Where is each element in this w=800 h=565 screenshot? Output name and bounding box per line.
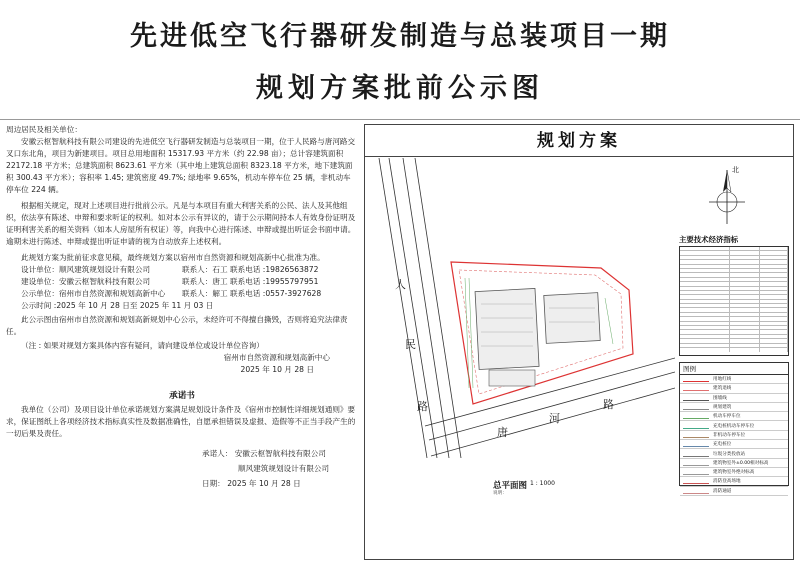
road-renmin [379,158,461,458]
road-renmin-label-2: 民 [405,339,416,351]
plan-notes [493,491,673,498]
legend-label: 建筑退线 [713,386,732,392]
road-tanghe-label-2: 河 [549,413,560,425]
page-title: 先进低空飞行器研发制造与总装项目一期 [130,21,670,52]
promise-signer-1: 承诺人： 安徽云枢智航科技有限公司 [202,449,326,458]
promise-signature [6,448,358,490]
legend-item [680,384,788,393]
design-unit: 设计单位：顺风建筑规划设计有限公司 [21,265,151,274]
contact-row-builder [6,276,358,288]
title-area [0,0,800,120]
promise-body: 我单位（公司）及项目设计单位承诺规划方案满足规划设计条件及《宿州市控制性详细规划通则》要求，保证图纸上各项经济技术指标真实性及数据准确性，自愿承担错误及虚报、造假等不正当手段产生的一切后果及责任。 [6,405,356,438]
contact-row-publisher [6,288,358,300]
legend-item [680,468,788,477]
page-subtitle: 规划方案批前公示图 [256,73,544,104]
north-label: 北 [732,167,739,174]
site-plan-drawing [365,158,675,458]
indicator-table [679,246,789,356]
notice-issuer: 宿州市自然资源和规划高新中心 [223,353,330,362]
building-main [475,288,539,369]
promise-date: 日期： 2025 年 10 月 28 日 [202,479,301,488]
legend-label: 建筑物室外绝对标高 [713,470,755,476]
plan-notes-head: 说明： [493,491,507,496]
legend-label: 机动车停车位 [713,414,741,420]
road-tanghe-label-1: 唐 [497,427,508,439]
legend-label: 垃圾分类投放站 [713,451,746,457]
building-south [489,370,535,386]
road-renmin-label-3: 路 [417,401,428,413]
north-arrow-icon [705,162,765,232]
legend-item [680,394,788,403]
legend-symbol-icon [683,413,709,419]
road-tanghe-label-3: 路 [603,399,614,411]
legend-item [680,375,788,384]
legend-item [680,449,788,458]
notice-period: 公示时间 :2025 年 10 月 28 日至 2025 年 11 月 03 日 [21,301,214,310]
legend-label: 消防通道 [713,488,732,494]
legend-symbol-icon [683,432,709,438]
legend-label: 用地红线 [713,377,732,383]
legend-list [680,375,788,496]
legend-label: 充电桩机动车停车位 [713,423,755,429]
indicator-table-title: 主要技术经济指标 [679,235,739,244]
notice-paragraph-rights: 根据相关规定，现对上述项目进行批前公示。凡是与本项目有重大利害关系的公民、法人及其他组织，依法享有陈述、申辩和要求听证的权利。如对本公示有异议的，请于公示期间持本人有效身份证明及证明利害关系的相关资料（如本人房屋所有权证）等，向我中心进行陈述、申辩或提出听证会书面申请。逾期未进行陈述、申辩或提出听证申请的视为自动放弃上述权利。 [6,201,356,246]
legend-item [680,487,788,496]
legend-symbol-icon [683,478,709,484]
legend-symbol-icon [683,451,709,457]
promise-title: 承诺书 [169,391,195,401]
legend [679,362,789,494]
legend-label: 规划建筑 [713,405,732,411]
promise-signer-2: 顺风建筑规划设计有限公司 [238,464,330,473]
notice-paragraph-project: 安徽云枢智航科技有限公司建设的先进低空飞行器研发制造与总装项目一期，位于人民路与唐河路交叉口东北角，项目为新建项目。项目总用地面积 15317.93 平方米（约 22.98 亩）；总计容建筑面积 22172.18 平方米；总建筑面积 8623.61 平方米（其中地上建筑总面积 8323.18 平方米，地下建筑面积 300.43 平方米）；容积率 1.45; 建筑密度 49.7%; 绿地率 9.65%，机动车停车位 25 辆，非机动车停车位 224 辆。 [6,137,356,194]
legend-item [680,403,788,412]
legend-label: 建筑物室外±0.00相对标高 [713,460,769,466]
legend-symbol-icon [683,385,709,391]
legend-label: 消防登高场地 [713,479,741,485]
legend-symbol-icon [683,441,709,447]
notice-paragraph-draft: 此规划方案为批前征求意见稿，最终规划方案以宿州市自然资源和规划高新中心批准为准。 [21,253,325,262]
legend-item [680,477,788,486]
plan-drawing-title: 总平面图 [493,481,528,491]
legend-symbol-icon [683,488,709,494]
plan-scale: 1 : 1000 [530,480,555,487]
legend-symbol-icon [683,404,709,410]
build-contact: 联系人：唐工 联系电话 :19955797951 [182,277,319,286]
build-unit: 建设单位：安徽云枢智航科技有限公司 [21,277,151,286]
notice-note: （注 : 如果对规划方案具体内容有疑问，请向建设单位或设计单位咨询） [21,341,264,350]
plan-panel [364,124,794,560]
legend-symbol-icon [683,469,709,475]
legend-symbol-icon [683,423,709,429]
notice-panel [6,124,358,560]
legend-item [680,459,788,468]
road-renmin-label-1: 人 [395,279,406,291]
road-tanghe [425,358,675,456]
legend-item [680,412,788,421]
legend-symbol-icon [683,395,709,401]
notice-greeting: 周边居民及相关单位： [6,125,82,134]
legend-item [680,421,788,430]
design-contact: 联系人：石工 联系电话 :19826563872 [182,265,319,274]
plan-header: 规划方案 [365,125,793,157]
legend-item [680,431,788,440]
legend-symbol-icon [683,376,709,382]
notice-legal: 此公示图由宿州市自然资源和规划高新规划中心公示，未经许可不得擅自撕毁，否则将追究法律责任。 [6,315,348,336]
publish-contact: 联系人：解工 联系电话 :0557-3927628 [182,289,322,298]
side-column [677,158,793,558]
legend-title: 图例 [680,363,788,375]
legend-label: 充电桩位 [713,442,732,448]
legend-label: 非机动车停车位 [713,432,746,438]
building-east [544,293,600,344]
contact-row-design [6,264,358,276]
legend-label: 围墙线 [713,395,727,401]
legend-symbol-icon [683,460,709,466]
notice-issue-date: 2025 年 10 月 28 日 [240,365,314,374]
publish-unit: 公示单位：宿州市自然资源和规划高新中心 [21,289,166,298]
legend-item [680,440,788,449]
